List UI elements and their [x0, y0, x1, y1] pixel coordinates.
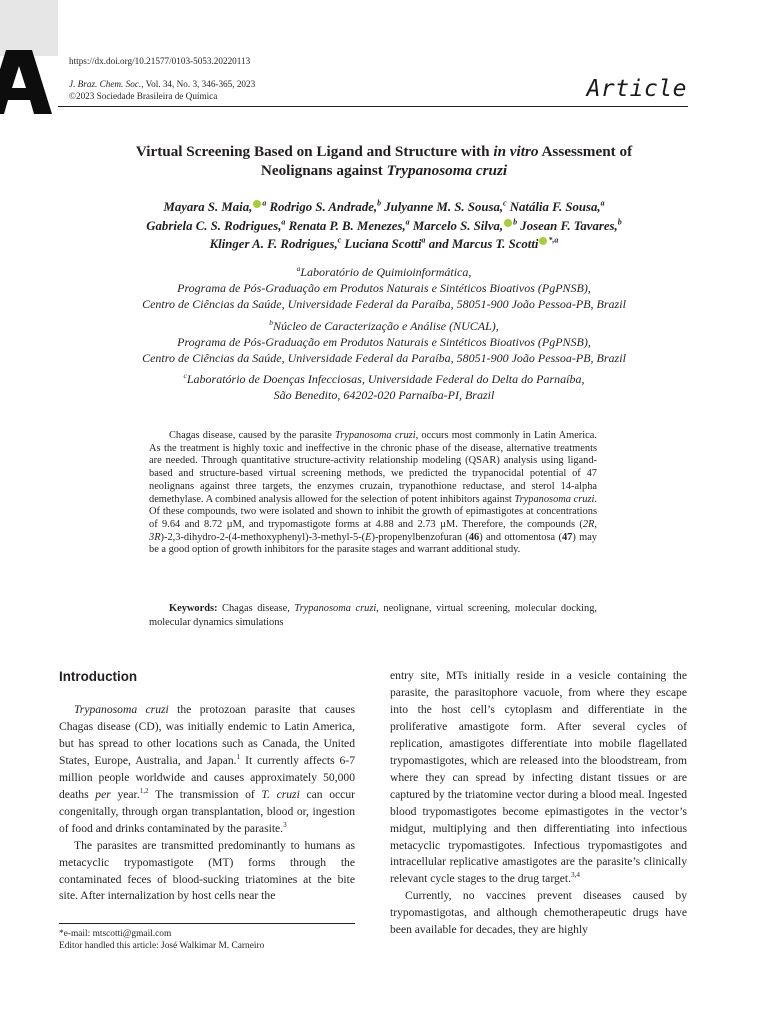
author-name: Marcelo S. Silva, — [409, 218, 504, 233]
section-heading-introduction: Introduction — [59, 669, 138, 684]
doi-link[interactable]: https://dx.doi.org/10.21577/0103-5053.20220113 — [69, 56, 251, 66]
body-paragraph: Currently, no vaccines prevent diseases caused by trypomastigotas, and although chemotherapeutic drugs have been available for decades, they are highly — [390, 889, 687, 937]
keywords: Keywords: Chagas disease, Trypanosoma cruzi, neolignane, virtual screening, molecular docking, molecular dynamics simulations — [149, 603, 597, 628]
author-name: Marcus T. Scotti — [451, 237, 539, 251]
author-name: Rodrigo S. Andrade, — [266, 200, 378, 214]
journal-abbrev: J. Braz. Chem. Soc. — [69, 79, 142, 89]
affiliation-a: $^a$Laboratório de Quimioinformática, Programa de Pós-Graduação em Produtos Naturais e Sintéticos Bioativos (PgPNSB), Centro de Ciências da Saúde, Universidade Federal da Paraíba, 58051-900 João Pessoa-PB, Brazil — [142, 264, 626, 312]
body-column-right — [390, 668, 687, 939]
author-name: Josean F. Tavares, — [517, 218, 618, 233]
article-type-label: Article — [586, 76, 687, 102]
author-name: Julyanne M. S. Sousa, — [381, 200, 504, 214]
footnote-divider — [59, 923, 355, 924]
author-list: Mayara S. Maia, $^a$ Rodrigo S. Andrade,$^b$ Julyanne M. S. Sousa,$^c$ Natália F. Sousa,$^a$ Gabriela C. S. Rodrigues,$^a$ Renata P. B. Menezes,$^a$ Marcelo S. Silva, $^b$ Josean F. Tavares,$^b$ Klinger A. F. Rodrigues,$^c$ Luciana Scotti$^a$ and Marcus T. Scotti $^{*,a}$ — [146, 198, 622, 251]
journal-citation — [69, 79, 255, 90]
keywords-label: Keywords: — [169, 603, 218, 614]
affiliation-c: $^c$Laboratório de Doenças Infecciosas, Universidade Federal do Delta do Parnaíba, São Benedito, 64202-020 Parnaíba-PI, Brazil — [183, 371, 585, 403]
abstract — [149, 430, 597, 557]
affiliations — [70, 264, 698, 409]
affiliation-b: $^b$Núcleo de Caracterização e Análise (NUCAL), Programa de Pós-Graduação em Produtos Naturais e Sintéticos Bioativos (PgPNSB), Centro de Ciências da Saúde, Universidade Federal da Paraíba, 58051-900 João Pessoa-PB, Brazil — [142, 317, 626, 366]
body-paragraph: entry site, MTs initially reside in a vesicle containing the parasite, the parasitophore vacuole, from where they escape into the host cell’s cytoplasm and differentiate in the proliferative amastigote form. After several cycles of replication, amastigotes differentiate into mobile flagellated trypomastigotes, which are released into the bloodstream, from where they can spread by infecting distant tissues or are captured by the triatomine vector during a blood meal. Ingested blood trypomastigotes become epimastigotes in the vector’s midgut, multiplying and then differentiating into infectious metacyclic trypomastigotes. Infectious trypomastigotes and intracellular replicative amastigotes are the parasite’s clinically relevant cycle stages to the drug target.$^{3,4}$ — [390, 669, 687, 886]
author-name: Mayara S. Maia, — [163, 200, 253, 214]
header-divider — [58, 106, 688, 107]
body-column-left — [59, 702, 355, 905]
volume-info: , Vol. 34, No. 3, 346-365, 2023 — [141, 79, 256, 89]
corresponding-email[interactable]: *e-mail: mtscotti@gmail.com — [59, 929, 172, 939]
copyright-line: ©2023 Sociedade Brasileira de Química — [69, 91, 218, 101]
journal-logo-letter — [0, 50, 52, 114]
orcid-icon[interactable] — [539, 237, 547, 245]
orcid-icon[interactable] — [253, 200, 261, 208]
author-name: Renata P. B. Menezes, — [285, 218, 406, 233]
author-name: Luciana Scotti — [341, 237, 422, 251]
orcid-icon[interactable] — [504, 219, 512, 227]
author-name: Klinger A. F. Rodrigues, — [209, 237, 338, 251]
body-paragraph: Trypanosoma cruzi the protozoan parasite that causes Chagas disease (CD), was initially endemic to Latin America, but has spread to other locations such as Canada, the United States, Europe, Australia, and Japan.$^1$ It currently affects 6-7 million people worldwide and causes approximately 50,000 deaths per year.$^{1,2}$ The transmission of T. cruzi can occur congenitally, through organ transplantation, blood or, ingestion of food and drinks contaminated by the parasite.$^3$ — [59, 703, 355, 835]
body-paragraph: The parasites are transmitted predominantly to humans as metacyclic trypomastigote (MT) forms through the contaminated feces of blood-sucking triatomines at the bite site. After internalization by host cells near the — [59, 838, 355, 903]
editor-note: Editor handled this article: José Walkimar M. Carneiro — [59, 941, 265, 951]
author-name: Natália F. Sousa, — [506, 200, 601, 214]
header-corner-block — [0, 0, 58, 56]
paper-title: Virtual Screening Based on Ligand and Structure with in vitro Assessment of Neolignans against Trypanosoma cruzi — [135, 143, 633, 179]
author-name: Gabriela C. S. Rodrigues, — [146, 218, 282, 233]
abstract-text: Chagas disease, caused by the parasite Trypanosoma cruzi, occurs most commonly in Latin America. As the treatment is highly toxic and ineffective in the chronic phase of the disease, alternative treatments are needed. Through quantitative structure-activity relationship modeling (QSAR) analysis using ligand-based and structure-based virtual screening methods, we predicted the trypanocidal potential of 47 neolignans against three targets, the enzymes cruzain, trypanothione reductase, and sterol 14-alpha demethylase. A combined analysis allowed for the selection of potent inhibitors against Trypanosoma cruzi. Of these compounds, two were isolated and shown to inhibit the growth of epimastigotes at concentrations of 9.64 and 8.72 µM, and trypomastigote forms at 4.88 and 2.73 µM. Therefore, the compounds (2R, 3R)-2,3-dihydro-2-(4-methoxyphenyl)-3-methyl-5-(E)-propenylbenzofuran (46) and ottomentosa (47) may be a good option of growth inhibitors for the parasite stages and warrant additional study. — [149, 430, 598, 556]
